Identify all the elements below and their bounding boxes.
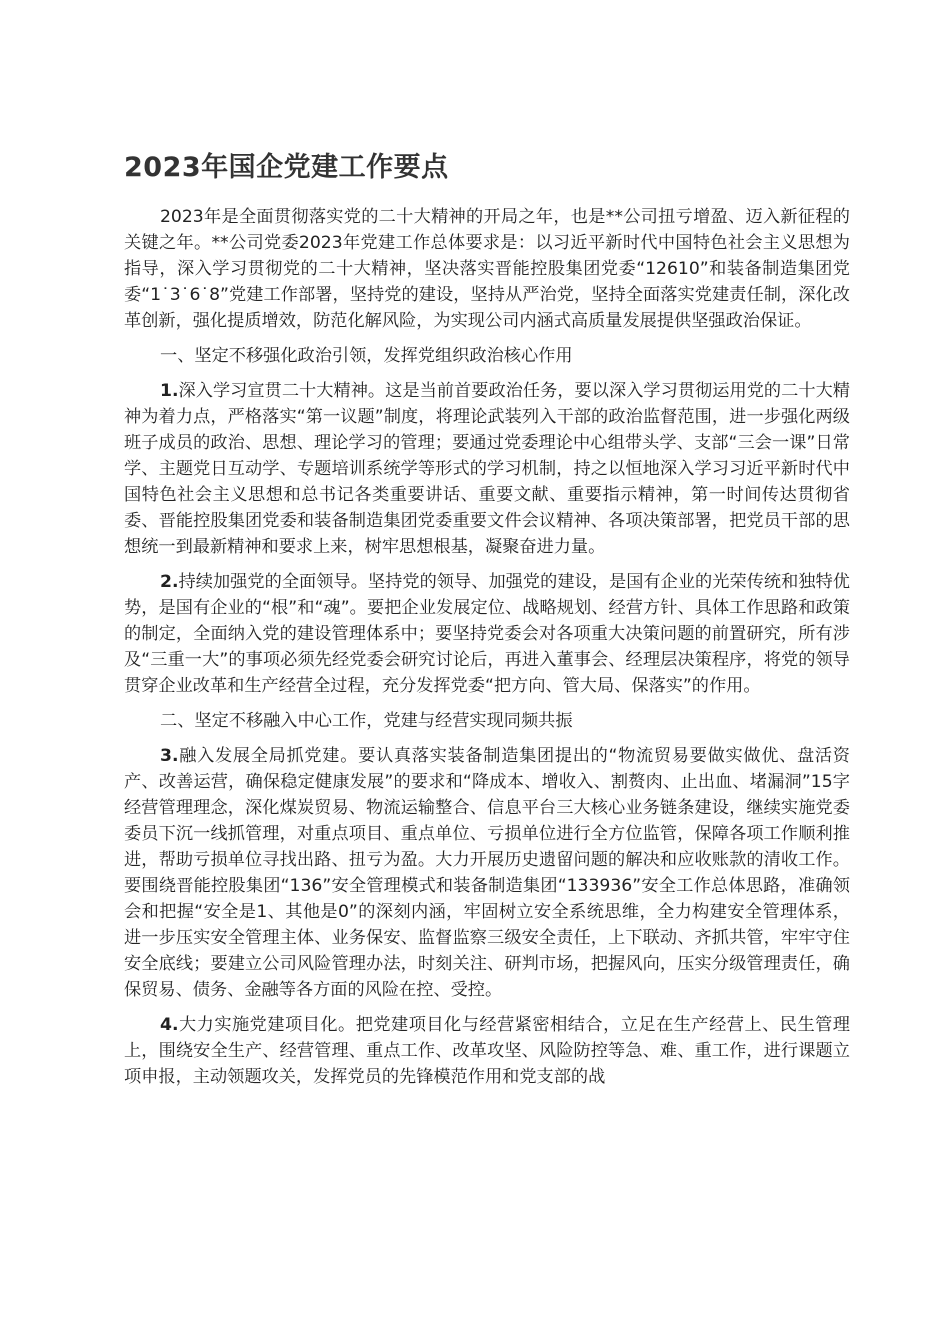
item-number-1: 1. <box>160 381 179 401</box>
document-title: 2023年国企党建工作要点 <box>124 152 449 183</box>
item-number-2: 2. <box>160 572 179 592</box>
intro-paragraph: 2023年是全面贯彻落实党的二十大精神的开局之年，也是**公司扭亏增盈、迈入新征程的关键之年。**公司党委2023年党建工作总体要求是：以习近平新时代中国特色社会主义思想为指导，深入学习贯彻党的二十大精神，坚决落实晋能控股集团党委“12610”和装备制造集团党委“1˙3˙6˙8”党建工作部署，坚持党的建设，坚持从严治党，坚持全面落实党建责任制，深化改革创新，强化提质增效，防范化解风险，为实现公司内涵式高质量发展提供坚强政治保证。 <box>124 207 850 331</box>
item-paragraph-1 <box>124 378 850 560</box>
item-text-2: 持续加强党的全面领导。坚持党的领导、加强党的建设，是国有企业的光荣传统和独特优势，是国有企业的“根”和“魂”。要把企业发展定位、战略规划、经营方针、具体工作思路和政策的制定，全面纳入党的建设管理体系中；要坚持党委会对各项重大决策问题的前置研究，所有涉及“三重一大”的事项必须先经党委会研究讨论后，再进入董事会、经理层决策程序，将党的领导贯穿企业改革和生产经营全过程，充分发挥党委“把方向、管大局、保落实”的作用。 <box>124 572 850 696</box>
item-text-4: 大力实施党建项目化。把党建项目化与经营紧密相结合，立足在生产经营上、民生管理上，围绕安全生产、经营管理、重点工作、改革攻坚、风险防控等急、难、重工作，进行课题立项申报，主动领题攻关，发挥党员的先锋模范作用和党支部的战 <box>124 1015 850 1087</box>
section-heading-1: 一、坚定不移强化政治引领，发挥党组织政治核心作用 <box>160 346 573 366</box>
item-text-1: 深入学习宣贯二十大精神。这是当前首要政治任务，要以深入学习贯彻运用党的二十大精神为着力点，严格落实“第一议题”制度，将理论武装列入干部的政治监督范围，进一步强化两级班子成员的政治、思想、理论学习的管理；要通过党委理论中心组带头学、支部“三会一课”日常学、主题党日互动学、专题培训系统学等形式的学习机制，持之以恒地深入学习习近平新时代中国特色社会主义思想和总书记各类重要讲话、重要文献、重要指示精神，第一时间传达贯彻省委、晋能控股集团党委和装备制造集团党委重要文件会议精神、各项决策部署，把党员干部的思想统一到最新精神和要求上来，树牢思想根基，凝聚奋进力量。 <box>124 381 850 557</box>
document-page <box>124 148 850 1099</box>
item-paragraph-3 <box>124 743 850 1003</box>
item-paragraph-2 <box>124 569 850 699</box>
item-text-3: 融入发展全局抓党建。要认真落实装备制造集团提出的“物流贸易要做实做优、盘活资产、改善运营，确保稳定健康发展”的要求和“降成本、增收入、割赘肉、止出血、堵漏洞”15字经营管理理念，深化煤炭贸易、物流运输整合、信息平台三大核心业务链条建设，继续实施党委委员下沉一线抓管理，对重点项目、重点单位、亏损单位进行全方位监管，保障各项工作顺利推进，帮助亏损单位寻找出路、扭亏为盈。大力开展历史遗留问题的解决和应收账款的清收工作。要围绕晋能控股集团“136”安全管理模式和装备制造集团“133936”安全工作总体思路，准确领会和把握“安全是1、其他是0”的深刻内涵，牢固树立安全系统思维，全力构建安全管理体系，进一步压实安全管理主体、业务保安、监督监察三级安全责任，上下联动、齐抓共管，牢牢守住安全底线；要建立公司风险管理办法，时刻关注、研判市场，把握风向，压实分级管理责任，确保贸易、债务、金融等各方面的风险在控、受控。 <box>124 746 850 1000</box>
item-paragraph-4 <box>124 1012 850 1090</box>
section-heading-2: 二、坚定不移融入中心工作，党建与经营实现同频共振 <box>160 711 573 731</box>
item-number-4: 4. <box>160 1015 179 1035</box>
item-number-3: 3. <box>160 746 179 766</box>
